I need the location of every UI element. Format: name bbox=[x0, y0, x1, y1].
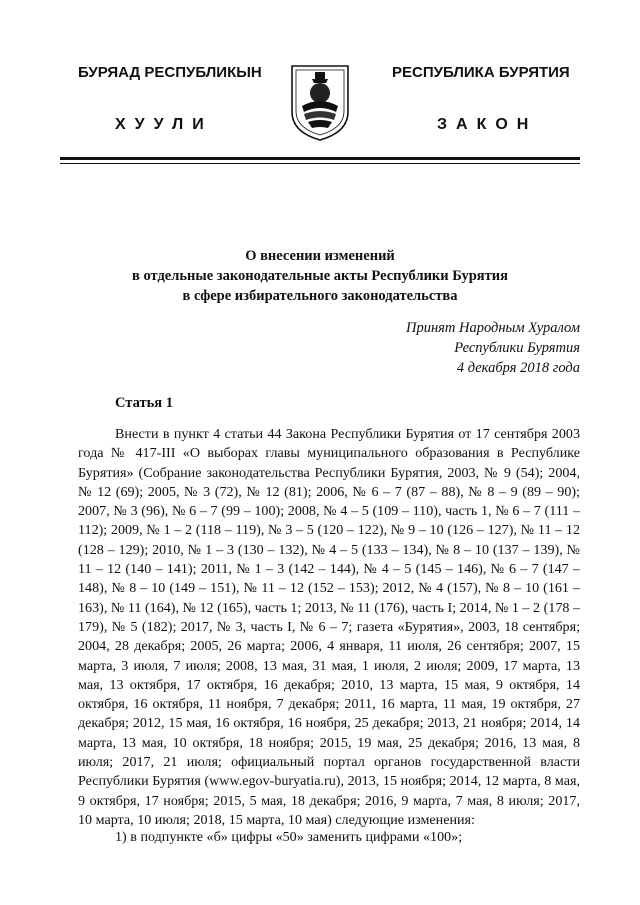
adoption-line: Республики Бурятия bbox=[454, 340, 580, 356]
amendment-item-1: 1) в подпункте «б» цифры «50» заменить цифрами «100»; bbox=[115, 829, 463, 845]
law-title bbox=[60, 246, 580, 306]
header-left-title: БУРЯАД РЕСПУБЛИКЫН bbox=[78, 64, 262, 81]
article-paragraph: Внести в пункт 4 статьи 44 Закона Республики Бурятия от 17 сентября 2003 года № 417-III «О выборах главы муниципального образования в Республике Бурятия» (Собрание законодательства Республики Бурятия, 2003, № 9 (54); 2004, № 12 (69); 2005, № 3 (72), № 12 (81); 2006, № 6 – 7 (87 – 88), № 8 – 9 (89 – 90); 2007, № 3 (96), № 6 – 7 (99 – 100); 2008, № 4 – 5 (109 – 110), часть 1, № 6 – 7 (111 – 112); 2009, № 1 – 2 (118 – 119), № 3 – 5 (120 – 122), № 9 – 10 (126 – 127), № 11 – 12 (128 – 129); 2010, № 1 – 3 (130 – 132), № 4 – 5 (133 – 134), № 8 – 10 (137 – 139), № 11 – 12 (140 – 141); 2011, № 1 – 3 (142 – 144), № 4 – 5 (145 – 146), № 6 – 7 (147 – 148), № 8 – 10 (149 – 151), № 11 – 12 (152 – 153); 2012, № 4 (157), № 8 – 10 (161 – 163), № 11 (164), № 12 (165), часть 1; 2013, № 11 (176), часть I; 2014, № 1 – 2 (178 – 179), № 5 (182); 2017, № 3, часть I, № 6 – 7; газета «Бурятия», 2003, 18 сентября; 2004, 28 декабря; 2005, 26 марта; 2006, 4 января, 11 июля, 26 сентября; 2007, 15 марта, 3 июля, 7 июля; 2008, 13 мая, 31 мая, 1 июля, 2 июля; 2009, 17 марта, 13 мая, 13 октября, 17 октября, 16 декабря; 2010, 13 марта, 15 мая, 9 октября, 14 октября, 16 октября, 11 ноября, 7 декабря; 2011, 16 марта, 11 мая, 19 октября, 27 декабря; 2012, 15 мая, 16 октября, 16 ноября, 25 декабря; 2013, 21 ноября; 2014, 14 марта, 13 мая, 10 октября, 18 ноября; 2015, 19 мая, 25 декабря; 2016, 13 мая, 8 июля; 2017, 21 июля; официальный портал органов государственной власти Республики Бурятия (www.egov-buryatia.ru), 2013, 15 ноября; 2014, 12 марта, 8 мая, 9 октября, 17 ноября; 2015, 5 мая, 18 декабря; 2016, 9 марта, 7 мая, 8 июля; 2017, 10 марта, 10 июля; 2018, 15 марта, 10 мая) следующие изменения: bbox=[78, 426, 580, 828]
law-title-line: в отдельные законодательные акты Республики Бурятия bbox=[132, 268, 508, 284]
header-left-subtitle: ХУУЛИ bbox=[115, 116, 213, 133]
adoption-line: Принят Народным Хуралом bbox=[405, 320, 580, 336]
article-heading: Статья 1 bbox=[115, 395, 173, 411]
adoption-date: 4 декабря 2018 года bbox=[456, 360, 580, 376]
coat-of-arms-emblem bbox=[288, 60, 352, 142]
law-title-line: в сфере избирательного законодательства bbox=[182, 288, 458, 304]
header-divider-thick bbox=[60, 157, 580, 160]
adoption-note bbox=[406, 318, 580, 378]
header-right-subtitle: ЗАКОН bbox=[437, 116, 538, 133]
header-divider-thin bbox=[60, 163, 580, 164]
law-title-line: О внесении изменений bbox=[245, 248, 395, 264]
header-right-title: РЕСПУБЛИКА БУРЯТИЯ bbox=[392, 64, 570, 81]
